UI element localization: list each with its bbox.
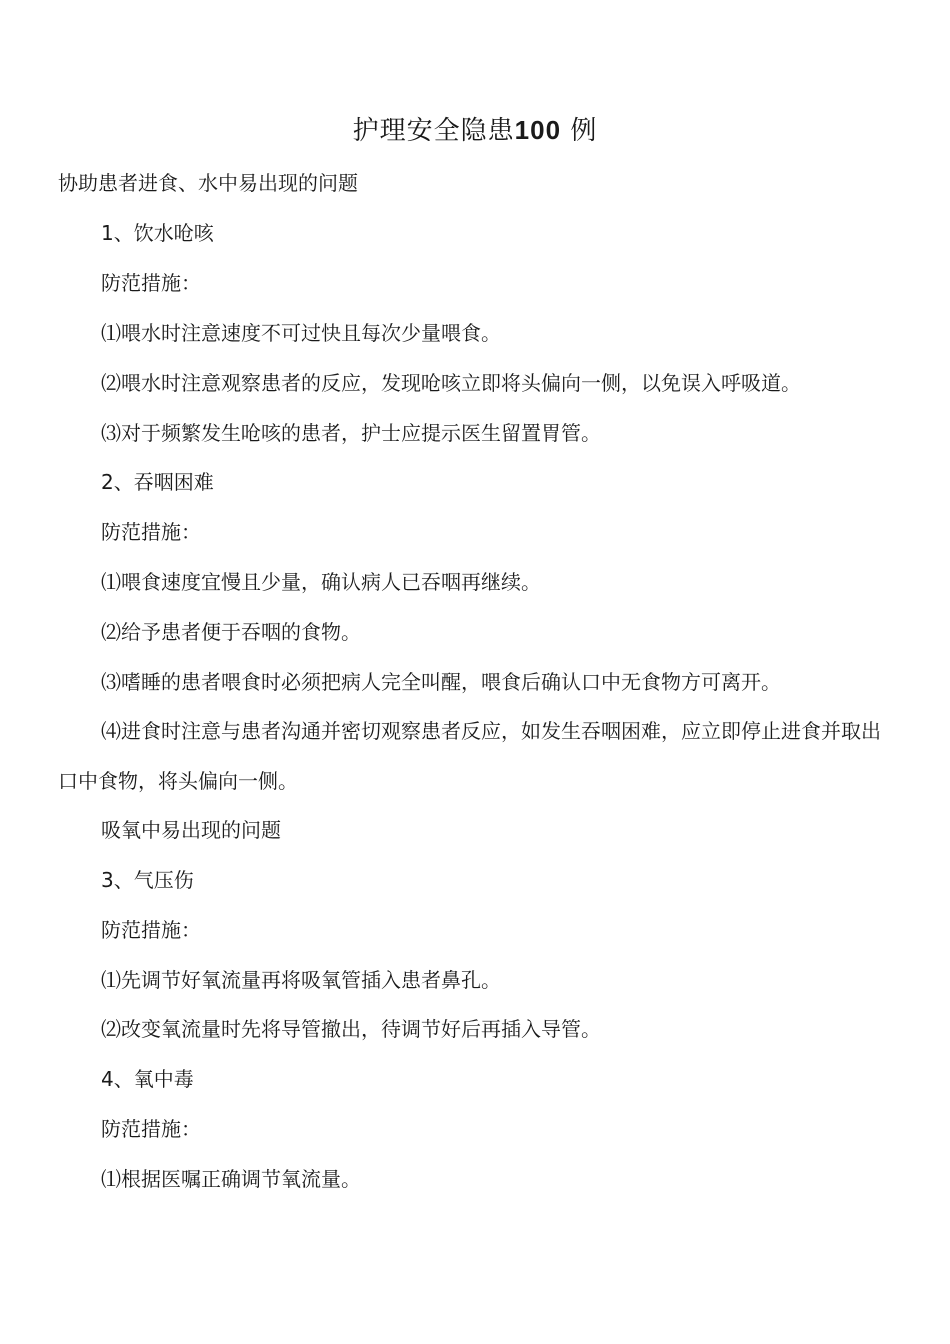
measure-item: ⑶嗜睡的患者喂食时必须把病人完全叫醒，喂食后确认口中无食物方可离开。 (101, 670, 781, 694)
section-heading-oxygen: 吸氧中易出现的问题 (101, 818, 281, 842)
measures-label: 防范措施： (101, 271, 201, 295)
measure-item-wrapped: ⑷进食时注意与患者沟通并密切观察患者反应，如发生吞咽困难，应立即停止进食并取出口中食物，将头偏向一侧。 (58, 719, 881, 793)
item-heading-choking: 1、饮水呛咳 (101, 221, 214, 245)
measure-item: ⑴先调节好氧流量再将吸氧管插入患者鼻孔。 (101, 968, 501, 992)
measure-item: ⑴喂水时注意速度不可过快且每次少量喂食。 (101, 321, 501, 345)
page-title (0, 112, 950, 149)
title-suffix: 例 (570, 116, 598, 146)
title-text: 护理安全隐患 (352, 116, 515, 146)
measures-label: 防范措施： (101, 1117, 201, 1141)
measures-label: 防范措施： (101, 918, 201, 942)
measure-item: ⑵改变氧流量时先将导管撤出，待调节好后再插入导管。 (101, 1017, 601, 1041)
measure-item: ⑴喂食速度宜慢且少量，确认病人已吞咽再继续。 (101, 570, 541, 594)
measure-item: ⑵喂水时注意观察患者的反应，发现呛咳立即将头偏向一侧，以免误入呼吸道。 (101, 371, 801, 395)
measure-item: ⑴根据医嘱正确调节氧流量。 (101, 1167, 361, 1191)
item-heading-barotrauma: 3、气压伤 (101, 868, 194, 892)
section-heading-feeding: 协助患者进食、水中易出现的问题 (58, 171, 358, 195)
item-heading-dysphagia: 2、吞咽困难 (101, 470, 214, 494)
item-heading-oxygen-toxicity: 4、氧中毒 (101, 1067, 194, 1091)
title-number: 100 (514, 115, 562, 145)
measure-item: ⑶对于频繁发生呛咳的患者，护士应提示医生留置胃管。 (101, 421, 601, 445)
measure-item: ⑵给予患者便于吞咽的食物。 (101, 620, 361, 644)
measures-label: 防范措施： (101, 520, 201, 544)
